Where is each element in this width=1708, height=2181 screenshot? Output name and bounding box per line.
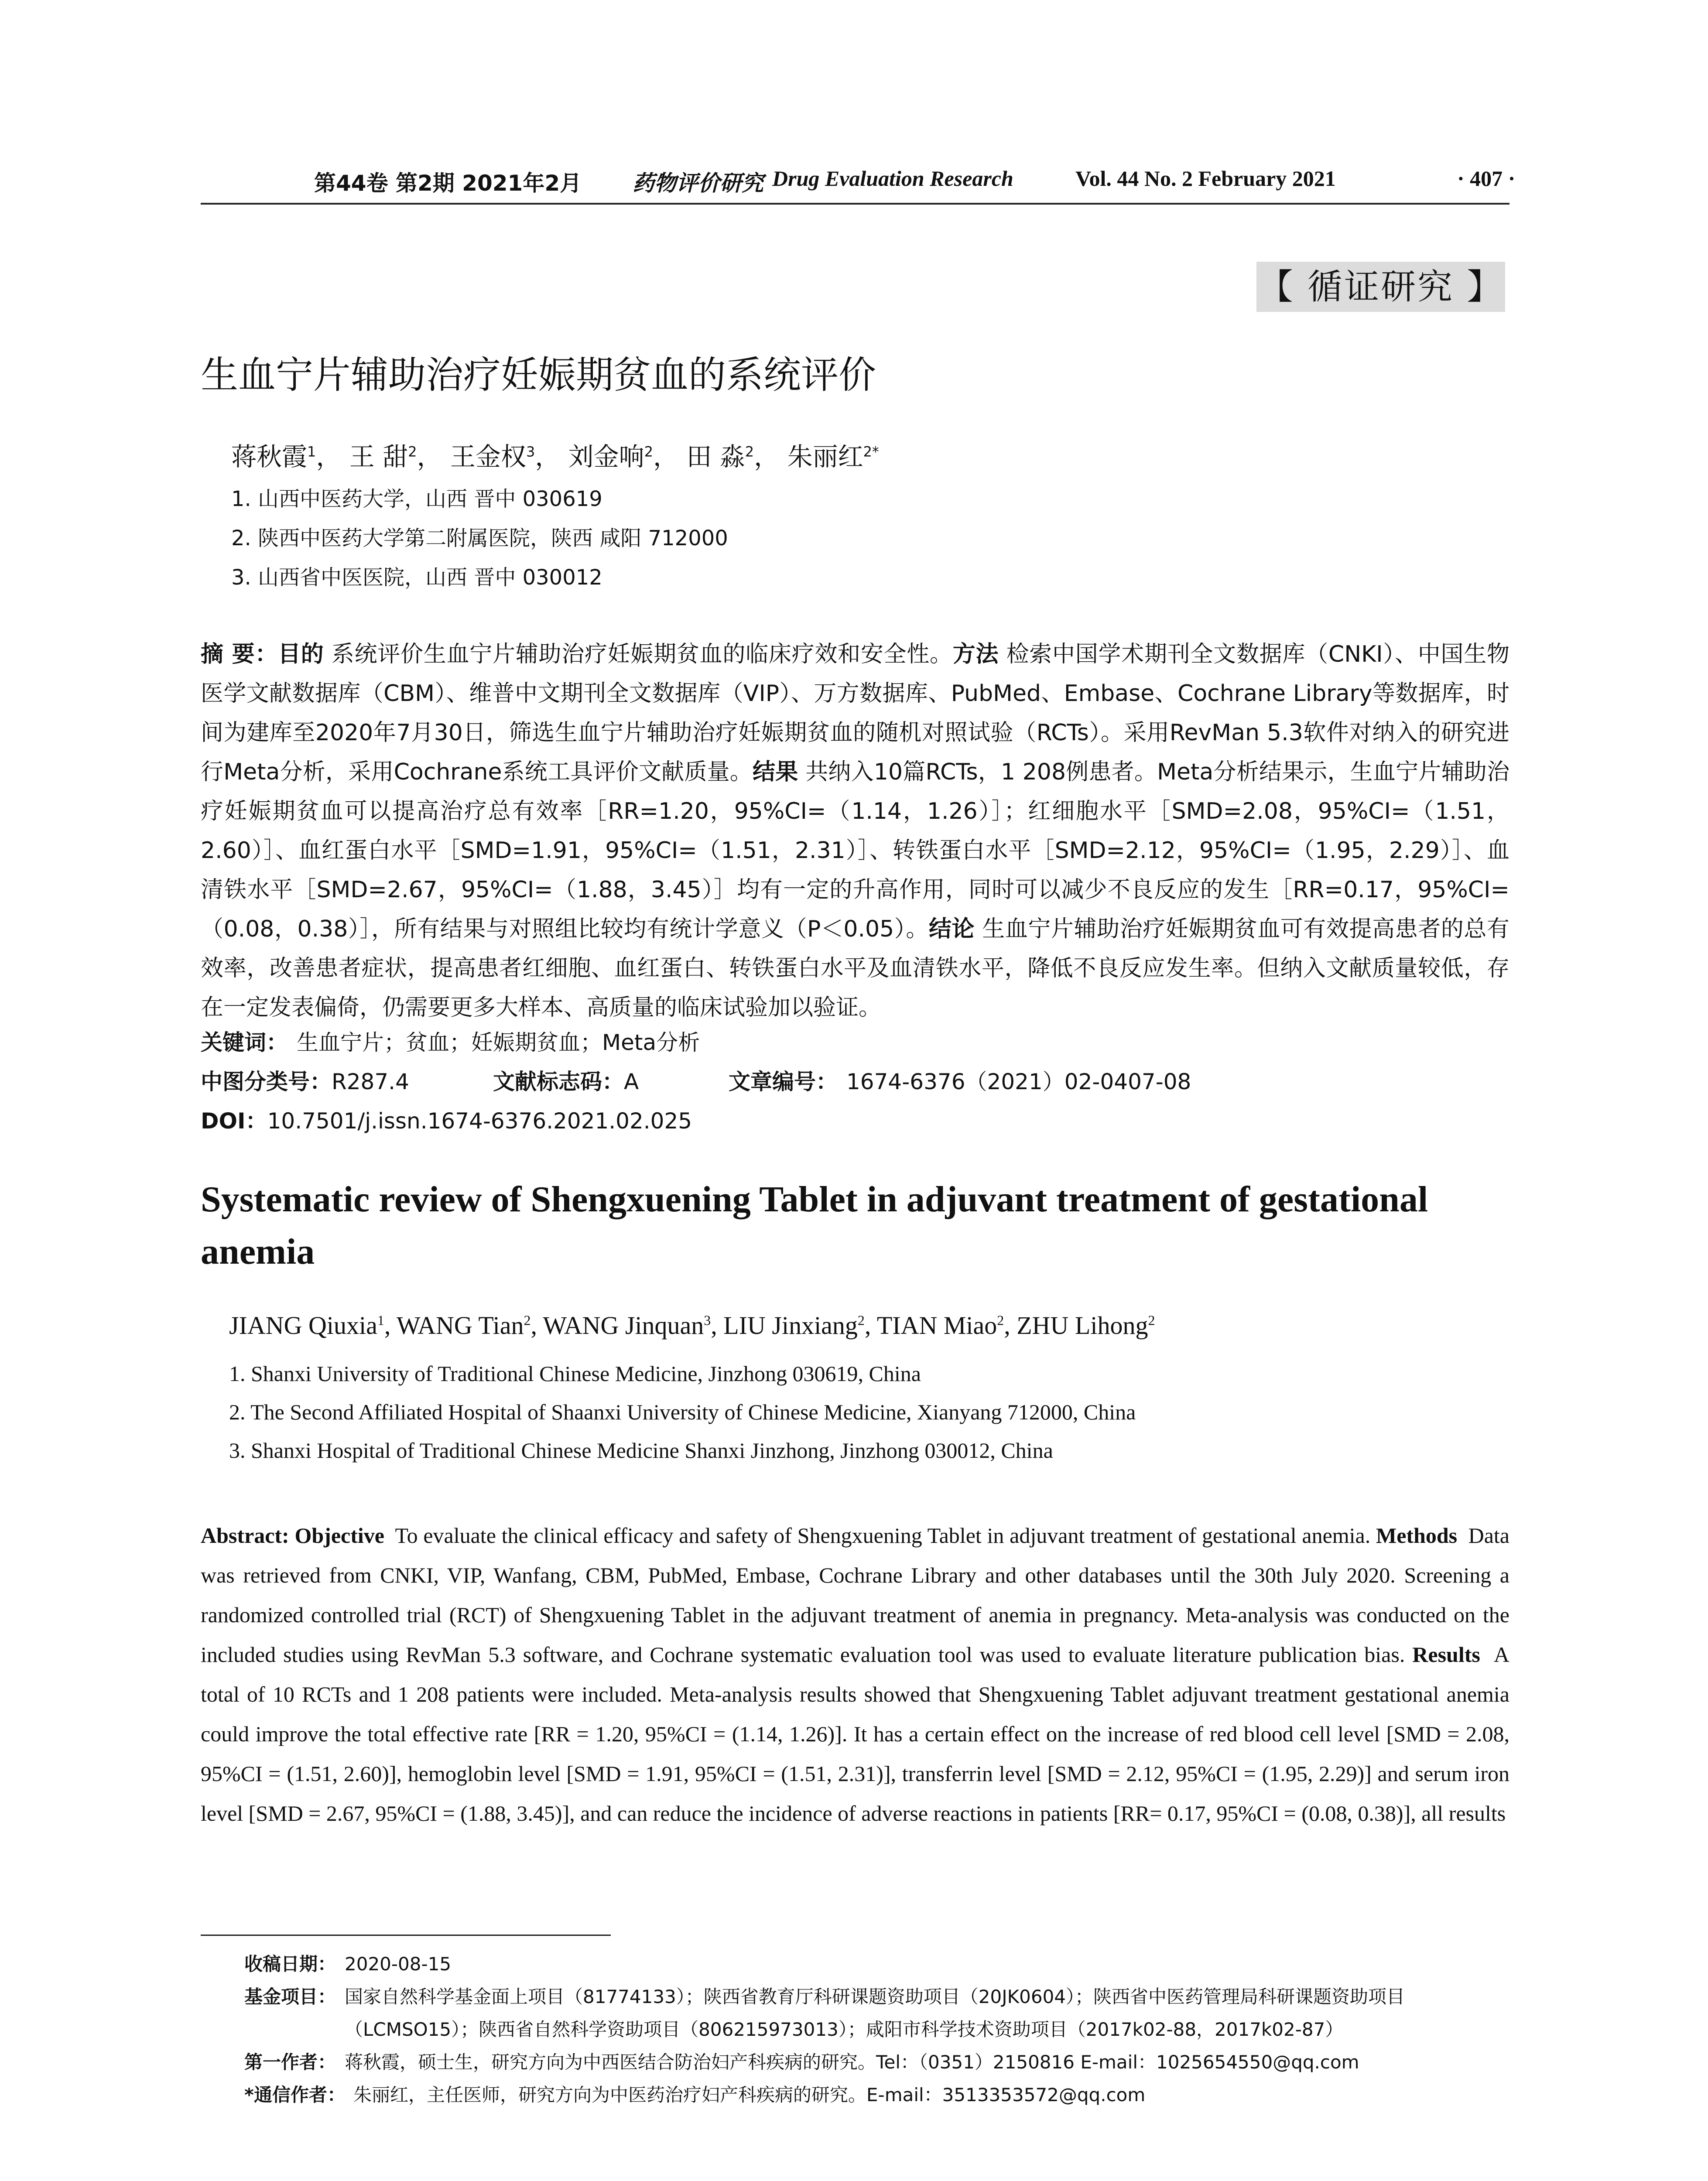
- issue-cn: 第44卷 第2期 2021年2月: [314, 171, 582, 196]
- keywords: 生血宁片；贫血；妊娠期贫血；Meta分析: [297, 1030, 700, 1055]
- en-abstract: [201, 1516, 1509, 1833]
- first-author-label: 第一作者：: [244, 2051, 336, 2073]
- en-title: Systematic review of Shengxuening Tablet in adjuvant treatment of gestational anemia: [201, 1179, 1428, 1272]
- author-name: TIAN Miao: [876, 1311, 997, 1340]
- corresponding-note: [244, 2078, 1509, 2111]
- author-name: JIANG Qiuxia: [229, 1311, 377, 1340]
- article-value: 1674-6376（2021）02-0407-08: [846, 1069, 1191, 1094]
- cn-results-label: 结果: [753, 759, 798, 785]
- author-aff: 1: [377, 1313, 384, 1328]
- cn-abstract: [201, 635, 1509, 1027]
- cn-conclusion: 生血宁片辅助治疗妊娠期贫血可有效提高患者的总有效率，改善患者症状，提高患者红细胞、血红蛋白、转铁蛋白水平及血清铁水平，降低不良反应发生率。但纳入文献质量较低，存在一定发表偏倚，仍需要更多大样本、高质量的临床试验加以验证。: [201, 916, 1509, 1021]
- corresponding-text: 朱丽红，主任医师，研究方向为中医药治疗妇产科疾病的研究。E-mail：3513353572@qq.com: [353, 2084, 1146, 2106]
- fund-text: 国家自然科学基金面上项目（81774133）；陕西省教育厅科研课题资助项目（20JK0604）；陕西省中医药管理局科研课题资助项目（LCMSO15）；陕西省自然科学资助项目（806215973013）；咸阳市科学技术资助项目（2017k02-88，2017k02-87）: [345, 1986, 1405, 2040]
- cn-title: 生血宁片辅助治疗妊娠期贫血的系统评价: [201, 353, 876, 397]
- author-aff: 2: [997, 1313, 1004, 1328]
- doi-row: [201, 1101, 1509, 1141]
- author-aff: 2: [1148, 1313, 1155, 1328]
- en-affiliation: 3. Shanxi Hospital of Traditional Chinese Medicine Shanxi Jinzhong, Jinzhong 030012, China: [229, 1438, 1053, 1463]
- page-number: · 407 ·: [1457, 166, 1516, 191]
- author-name: 王金权: [450, 442, 526, 472]
- fund-label: 基金项目：: [244, 1986, 336, 2007]
- cn-results: 共纳入10篇RCTs，1 208例患者。Meta分析结果示，生血宁片辅助治疗妊娠期贫血可以提高治疗总有效率［RR=1.20，95%CI=（1.14，1.26）］；红细胞水平［SMD=2.08，95%CI=（1.51，2.60）］、血红蛋白水平［SMD=1.91，95%CI=（1.51，2.31）］、转铁蛋白水平［SMD=2.12，95%CI=（1.95，2.29）］、血清铁水平［SMD=2.67，95%CI=（1.88，3.45）］均有一定的升高作用，同时可以减少不良反应的发生［RR=0.17，95%CI=（0.08，0.38）］，所有结果与对照组比较均有统计学意义（P＜0.05）。: [201, 759, 1509, 942]
- cn-affiliation: 2. 陕西中医药大学第二附属医院，陕西 咸阳 712000: [231, 526, 728, 550]
- author-name: 王 甜: [349, 442, 408, 472]
- author-aff: 2: [408, 443, 417, 460]
- cn-authors: 蒋秋霞$^1$， 王 甜$^2$， 王金权$^3$， 刘金响$^2$， 田 淼$^2$， 朱丽红$^{2*}$: [231, 442, 879, 472]
- header-rule: [201, 203, 1509, 205]
- en-abstract-label: Abstract:: [201, 1523, 289, 1548]
- received-note: [244, 1948, 1509, 1980]
- doi-value: 10.7501/j.issn.1674-6376.2021.02.025: [267, 1108, 692, 1134]
- cn-metadata: [201, 1023, 1509, 1141]
- section-tag: 【 循证研究 】: [1256, 262, 1505, 312]
- author-aff: 2: [857, 1313, 865, 1328]
- keywords-label: 关键词：: [201, 1030, 288, 1055]
- clc-value: R287.4: [332, 1069, 409, 1094]
- author-name: 田 淼: [686, 442, 745, 472]
- classification-row: [201, 1062, 1509, 1101]
- cn-methods: 检索中国学术期刊全文数据库（CNKI）、中国生物医学文献数据库（CBM）、维普中文期刊全文数据库（VIP）、万方数据库、PubMed、Embase、Cochrane Library等数据库，时间为建库至2020年7月30日，筛选生血宁片辅助治疗妊娠期贫血的随机对照试验（RCTs）。采用RevMan 5.3软件对纳入的研究进行Meta分析，采用Cochrane系统工具评价文献质量。: [201, 641, 1509, 785]
- author-name: ZHU Lihong: [1017, 1311, 1148, 1340]
- author-aff: 2: [745, 443, 754, 460]
- footnotes: [244, 1948, 1509, 2111]
- en-affiliation: 1. Shanxi University of Traditional Chinese Medicine, Jinzhong 030619, China: [229, 1361, 921, 1386]
- article-label: 文章编号：: [729, 1069, 838, 1094]
- first-author-note: [244, 2046, 1509, 2078]
- fund-note: [244, 1980, 1509, 2046]
- en-authors: JIANG Qiuxia$^1$, WANG Tian$^2$, WANG Jinquan$^3$, LIU Jinxiang$^2$, TIAN Miao$^2$, ZHU Lihong$^2$: [229, 1311, 1155, 1340]
- cn-objective-label: 目的: [278, 641, 324, 667]
- author-aff: 2: [524, 1313, 531, 1328]
- author-name: 蒋秋霞: [231, 442, 308, 472]
- first-author-text: 蒋秋霞，硕士生，研究方向为中西医结合防治妇产科疾病的研究。Tel：（0351）2150816 E-mail：1025654550@qq.com: [345, 2051, 1359, 2073]
- en-results-label: Results: [1412, 1642, 1480, 1667]
- cn-objective: 系统评价生血宁片辅助治疗妊娠期贫血的临床疗效和安全性。: [331, 641, 953, 667]
- journal-logo-cn: 药物评价研究: [633, 170, 763, 196]
- author-aff: 2: [644, 443, 653, 460]
- corresponding-label: *通信作者：: [244, 2084, 346, 2106]
- en-objective-label: Objective: [294, 1523, 384, 1548]
- author-name: 刘金响: [568, 442, 644, 472]
- cn-methods-label: 方法: [952, 641, 999, 667]
- journal-name-en: Drug Evaluation Research: [772, 166, 1013, 191]
- running-header: [201, 166, 1516, 201]
- cn-abstract-label: 摘 要：: [201, 641, 278, 667]
- en-methods: Data was retrieved from CNKI, VIP, Wanfang, CBM, PubMed, Embase, Cochrane Library and other databases until the 30th July 2020. Screening a randomized controlled trial (RCT) of Shengxuening Tablet in the adjuvant treatment of anemia in pregnancy. Meta-analysis was conducted on the included studies using RevMan 5.3 software, and Cochrane systematic evaluation tool was used to evaluate literature publication bias.: [201, 1523, 1509, 1667]
- author-aff: 2*: [863, 443, 879, 460]
- en-results: A total of 10 RCTs and 1 208 patients were included. Meta-analysis results showed that Shengxuening Tablet adjuvant treatment gestational anemia could improve the total effective rate [RR = 1.20, 95%CI = (1.14, 1.26)]. It has a certain effect on the increase of red blood cell level [SMD = 2.08, 95%CI = (1.51, 2.60)], hemoglobin level [SMD = 1.91, 95%CI = (1.51, 2.31)], transferrin level [SMD = 2.12, 95%CI = (1.95, 2.29)] and serum iron level [SMD = 2.67, 95%CI = (1.88, 3.45)], and can reduce the incidence of adverse reactions in patients [RR= 0.17, 95%CI = (0.08, 0.38)], all results: [201, 1642, 1510, 1825]
- cn-affiliation: 3. 山西省中医医院，山西 晋中 030012: [231, 565, 602, 590]
- author-aff: 3: [704, 1313, 711, 1328]
- cn-conclusion-label: 结论: [928, 916, 975, 942]
- cn-affiliation: 1. 山西中医药大学，山西 晋中 030619: [231, 487, 602, 511]
- doi-label: DOI：: [201, 1108, 267, 1134]
- doccode-label: 文献标志码：: [493, 1069, 624, 1094]
- author-name: LIU Jinxiang: [723, 1311, 858, 1340]
- author-name: 朱丽红: [787, 442, 863, 472]
- clc-label: 中图分类号：: [201, 1069, 332, 1094]
- received-label: 收稿日期：: [244, 1953, 336, 1975]
- author-aff: 1: [307, 443, 316, 460]
- en-methods-label: Methods: [1376, 1523, 1458, 1548]
- en-affiliation: 2. The Second Affiliated Hospital of Shaanxi University of Chinese Medicine, Xianyang 712000, China: [229, 1400, 1136, 1424]
- author-name: WANG Jinquan: [543, 1311, 704, 1340]
- doccode-value: A: [624, 1069, 639, 1094]
- received-date: 2020-08-15: [345, 1953, 452, 1975]
- footnote-rule: [201, 1935, 611, 1936]
- en-objective: To evaluate the clinical efficacy and safety of Shengxuening Tablet in adjuvant treatment of gestational anemia.: [395, 1523, 1371, 1548]
- keywords-row: [201, 1023, 1509, 1062]
- author-name: WANG Tian: [396, 1311, 524, 1340]
- issue-en: Vol. 44 No. 2 February 2021: [1075, 166, 1336, 191]
- author-aff: 3: [526, 443, 535, 460]
